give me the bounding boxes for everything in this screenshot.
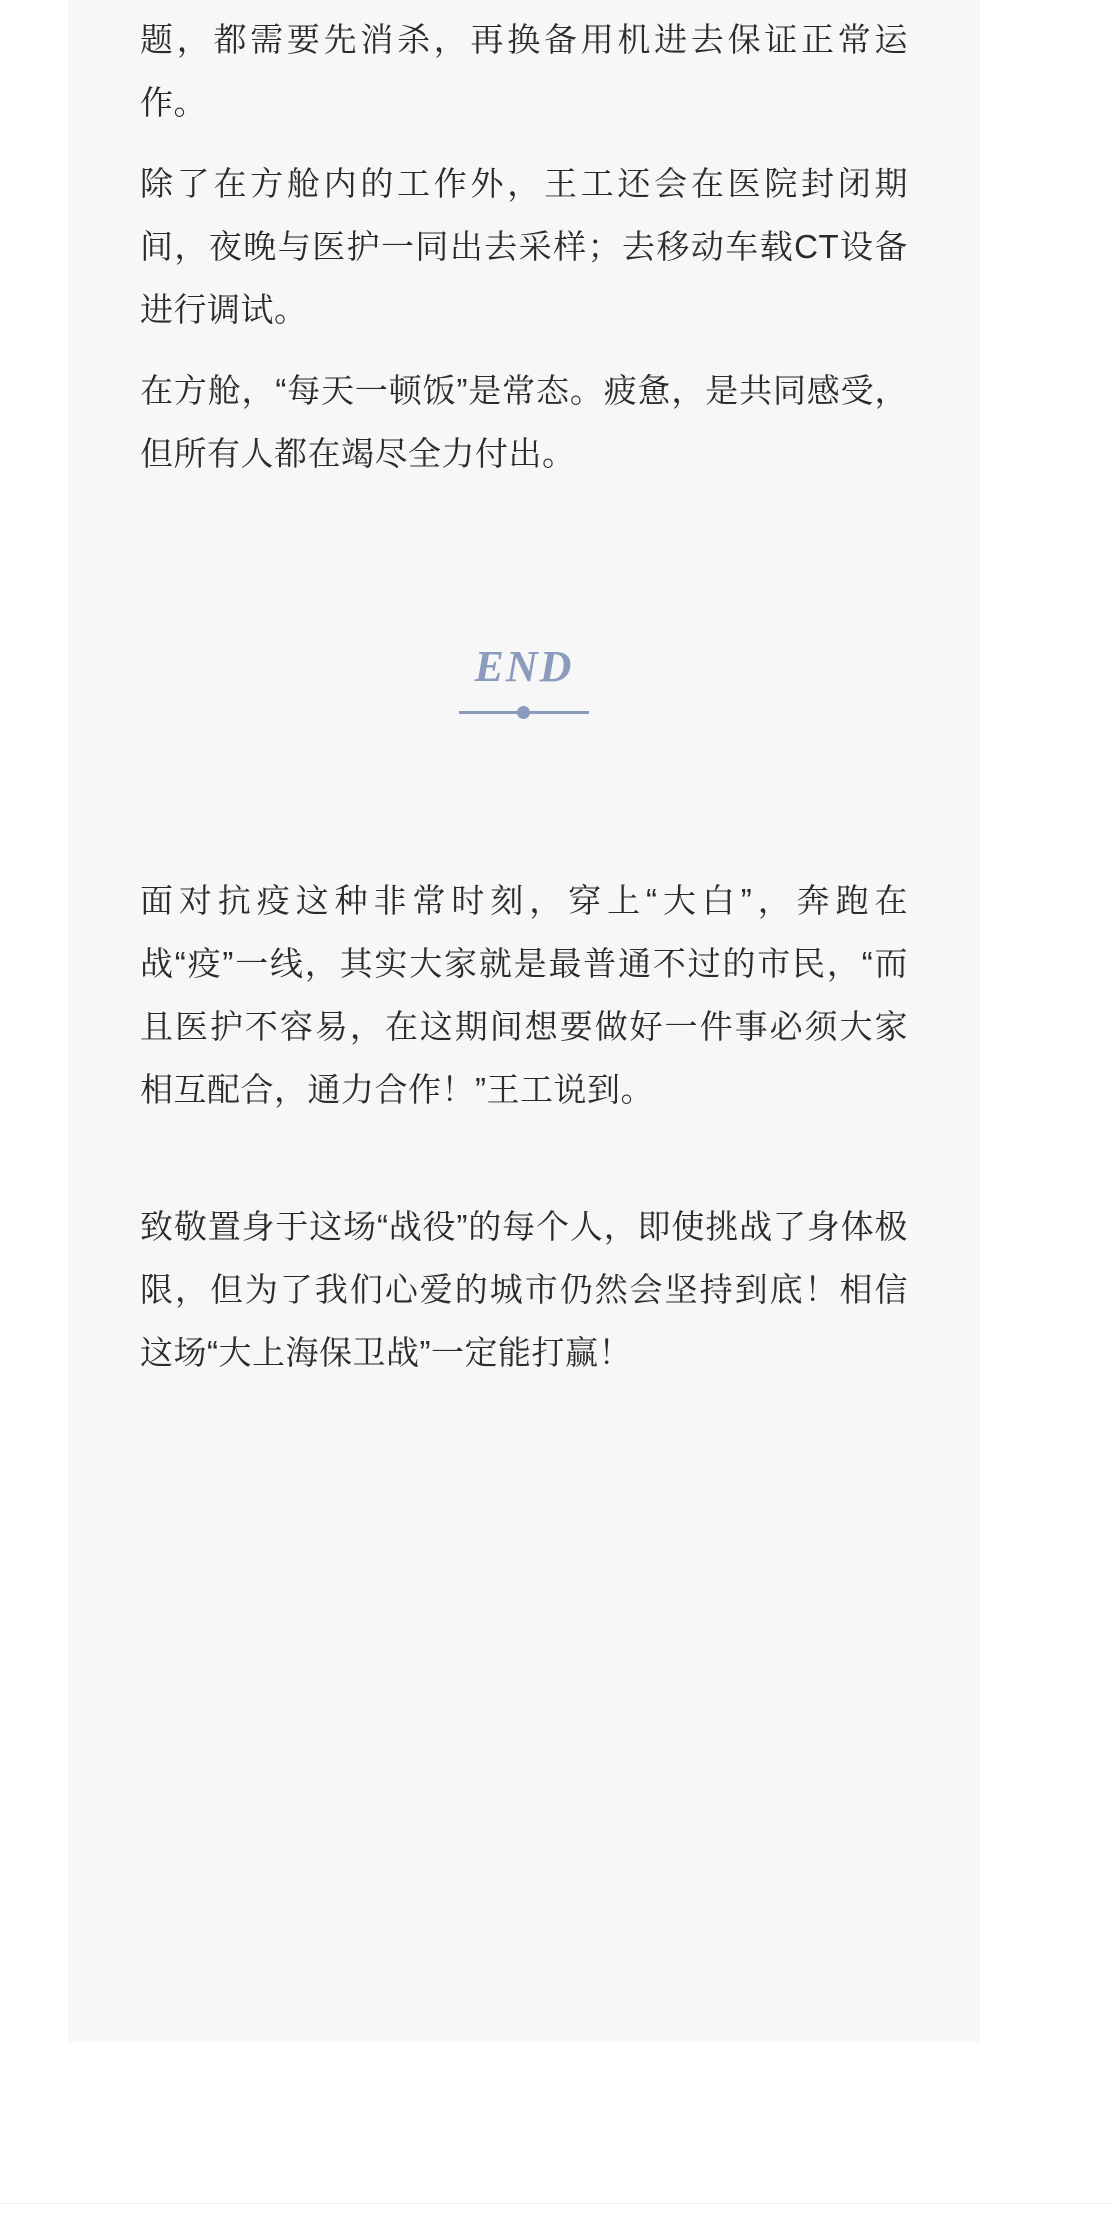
closing-section [140,869,908,1384]
paragraph: 在方舱，“每天一顿饭”是常态。疲惫，是共同感受，但所有人都在竭尽全力付出。 [140,372,908,472]
end-label: END [474,642,574,691]
paragraph: 除了在方舱内的工作外，王工还会在医院封闭期间，夜晚与医护一同出去采样；去移动车载CT设备进行调试。 [140,165,908,328]
paragraph: 题，都需要先消杀，再换备用机进去保证正常运作。 [140,21,908,121]
end-marker [140,642,908,719]
paragraph: 致敬置身于这场“战役”的每个人，即使挑战了身体极限，但为了我们心爱的城市仍然会坚持到底！相信这场“大上海保卫战”一定能打赢！ [140,1208,908,1371]
end-divider [459,705,589,719]
paragraph: 面对抗疫这种非常时刻，穿上“大白”，奔跑在战“疫”一线，其实大家就是最普通不过的市民，“而且医护不容易，在这期间想要做好一件事必须大家相互配合，通力合作！”王工说到。 [140,882,908,1108]
end-divider-dot [517,706,530,719]
article-content-card [68,0,980,2042]
paragraph-spacer [140,1139,908,1195]
page-bottom-divider [0,2203,1112,2222]
